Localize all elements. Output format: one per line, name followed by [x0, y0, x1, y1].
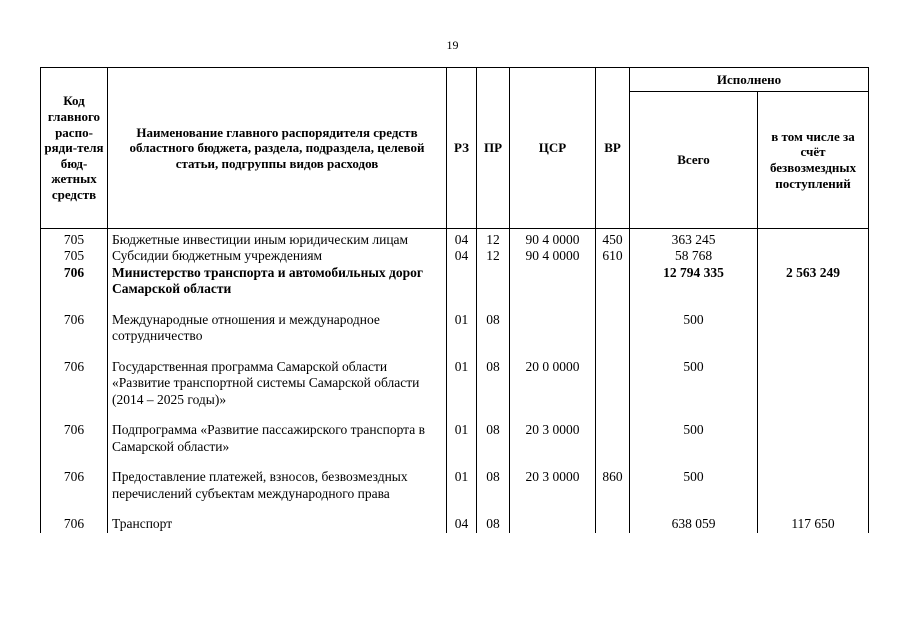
- gap-cell: [108, 298, 447, 312]
- cell-name: Бюджетные инвестиции иным юридическим лицам: [108, 229, 447, 249]
- cell-vr: [596, 422, 630, 455]
- cell-vr: [596, 516, 630, 532]
- cell-csr: 90 4 0000: [510, 229, 596, 249]
- gap-cell: [447, 345, 477, 359]
- gap-cell: [447, 408, 477, 422]
- header-csr: ЦСР: [510, 68, 596, 229]
- table-row: [41, 312, 869, 345]
- cell-csr: [510, 265, 596, 298]
- cell-name: Предоставление платежей, взносов, безвозмездных перечислений субъектам международного права: [108, 469, 447, 502]
- cell-free: [758, 248, 869, 264]
- table-row: [41, 359, 869, 408]
- gap-cell: [630, 408, 758, 422]
- budget-table: [40, 67, 869, 533]
- cell-rz: 04: [447, 229, 477, 249]
- header-total: Всего: [630, 92, 758, 229]
- cell-free: [758, 229, 869, 249]
- cell-rz: 04: [447, 516, 477, 532]
- page-number: 19: [446, 38, 459, 52]
- cell-pr: 12: [477, 248, 510, 264]
- gap-cell: [41, 455, 108, 469]
- cell-total: 363 245: [630, 229, 758, 249]
- cell-vr: [596, 265, 630, 298]
- cell-total: 638 059: [630, 516, 758, 532]
- cell-pr: 12: [477, 229, 510, 249]
- header-executed: Исполнено: [630, 68, 869, 92]
- gap-cell: [510, 298, 596, 312]
- cell-code: 706: [41, 312, 108, 345]
- gap-cell: [41, 502, 108, 516]
- cell-pr: 08: [477, 312, 510, 345]
- cell-free: 2 563 249: [758, 265, 869, 298]
- gap-cell: [596, 408, 630, 422]
- cell-code: 706: [41, 359, 108, 408]
- gap-cell: [41, 298, 108, 312]
- cell-total: 12 794 335: [630, 265, 758, 298]
- cell-name: Министерство транспорта и автомобильных дорог Самарской области: [108, 265, 447, 298]
- gap-cell: [630, 502, 758, 516]
- cell-total: 500: [630, 469, 758, 502]
- header-name: Наименование главного распорядителя средств областного бюджета, раздела, подраздела, целевой статьи, подгруппы видов расходов: [108, 68, 447, 229]
- gap-cell: [477, 455, 510, 469]
- gap-cell: [510, 455, 596, 469]
- gap-cell: [477, 408, 510, 422]
- cell-csr: 20 3 0000: [510, 469, 596, 502]
- cell-code: 705: [41, 229, 108, 249]
- cell-csr: 20 0 0000: [510, 359, 596, 408]
- table-row: [41, 422, 869, 455]
- gap-cell: [596, 298, 630, 312]
- gap-cell: [477, 502, 510, 516]
- cell-pr: [477, 265, 510, 298]
- header-free: в том числе за счёт безвозмездных поступлений: [758, 92, 869, 229]
- gap-cell: [596, 455, 630, 469]
- header-code: Код главного распо-ряди-теля бюд-жетных средств: [41, 68, 108, 229]
- cell-name: Подпрограмма «Развитие пассажирского транспорта в Самарской области»: [108, 422, 447, 455]
- cell-name: Международные отношения и международное сотрудничество: [108, 312, 447, 345]
- table-row: [41, 469, 869, 502]
- cell-name: Субсидии бюджетным учреждениям: [108, 248, 447, 264]
- gap-cell: [596, 502, 630, 516]
- gap-cell: [758, 298, 869, 312]
- gap-cell: [596, 345, 630, 359]
- cell-rz: 01: [447, 359, 477, 408]
- cell-csr: [510, 312, 596, 345]
- row-gap: [41, 298, 869, 312]
- gap-cell: [108, 455, 447, 469]
- row-gap: [41, 502, 869, 516]
- table-row: [41, 265, 869, 298]
- gap-cell: [41, 345, 108, 359]
- cell-csr: 20 3 0000: [510, 422, 596, 455]
- gap-cell: [447, 298, 477, 312]
- cell-code: 706: [41, 469, 108, 502]
- cell-free: 117 650: [758, 516, 869, 532]
- gap-cell: [477, 345, 510, 359]
- cell-rz: 04: [447, 248, 477, 264]
- cell-rz: [447, 265, 477, 298]
- cell-code: 706: [41, 422, 108, 455]
- cell-pr: 08: [477, 359, 510, 408]
- gap-cell: [758, 408, 869, 422]
- cell-total: 500: [630, 312, 758, 345]
- gap-cell: [108, 345, 447, 359]
- gap-cell: [41, 408, 108, 422]
- row-gap: [41, 345, 869, 359]
- cell-pr: 08: [477, 516, 510, 532]
- gap-cell: [447, 502, 477, 516]
- gap-cell: [758, 455, 869, 469]
- cell-rz: 01: [447, 422, 477, 455]
- cell-free: [758, 469, 869, 502]
- header-pr: ПР: [477, 68, 510, 229]
- cell-name: Транспорт: [108, 516, 447, 532]
- cell-code: 706: [41, 516, 108, 532]
- cell-vr: [596, 312, 630, 345]
- table-row: [41, 229, 869, 249]
- cell-rz: 01: [447, 469, 477, 502]
- row-gap: [41, 455, 869, 469]
- gap-cell: [108, 408, 447, 422]
- gap-cell: [510, 408, 596, 422]
- gap-cell: [758, 502, 869, 516]
- gap-cell: [630, 345, 758, 359]
- row-gap: [41, 408, 869, 422]
- cell-vr: [596, 359, 630, 408]
- cell-vr: 860: [596, 469, 630, 502]
- cell-pr: 08: [477, 422, 510, 455]
- table-body: [41, 229, 869, 533]
- cell-csr: 90 4 0000: [510, 248, 596, 264]
- gap-cell: [510, 345, 596, 359]
- gap-cell: [447, 455, 477, 469]
- header-rz: РЗ: [447, 68, 477, 229]
- gap-cell: [758, 345, 869, 359]
- table-row: [41, 248, 869, 264]
- cell-free: [758, 312, 869, 345]
- cell-pr: 08: [477, 469, 510, 502]
- cell-code: 706: [41, 265, 108, 298]
- cell-total: 500: [630, 422, 758, 455]
- cell-vr: 450: [596, 229, 630, 249]
- cell-total: 58 768: [630, 248, 758, 264]
- gap-cell: [510, 502, 596, 516]
- cell-name: Государственная программа Самарской области «Развитие транспортной системы Самарской области (2014 – 2025 годы)»: [108, 359, 447, 408]
- header-vr: ВР: [596, 68, 630, 229]
- gap-cell: [630, 298, 758, 312]
- cell-total: 500: [630, 359, 758, 408]
- gap-cell: [108, 502, 447, 516]
- gap-cell: [630, 455, 758, 469]
- cell-code: 705: [41, 248, 108, 264]
- cell-free: [758, 359, 869, 408]
- cell-free: [758, 422, 869, 455]
- cell-vr: 610: [596, 248, 630, 264]
- gap-cell: [477, 298, 510, 312]
- table-row: [41, 516, 869, 532]
- cell-rz: 01: [447, 312, 477, 345]
- cell-csr: [510, 516, 596, 532]
